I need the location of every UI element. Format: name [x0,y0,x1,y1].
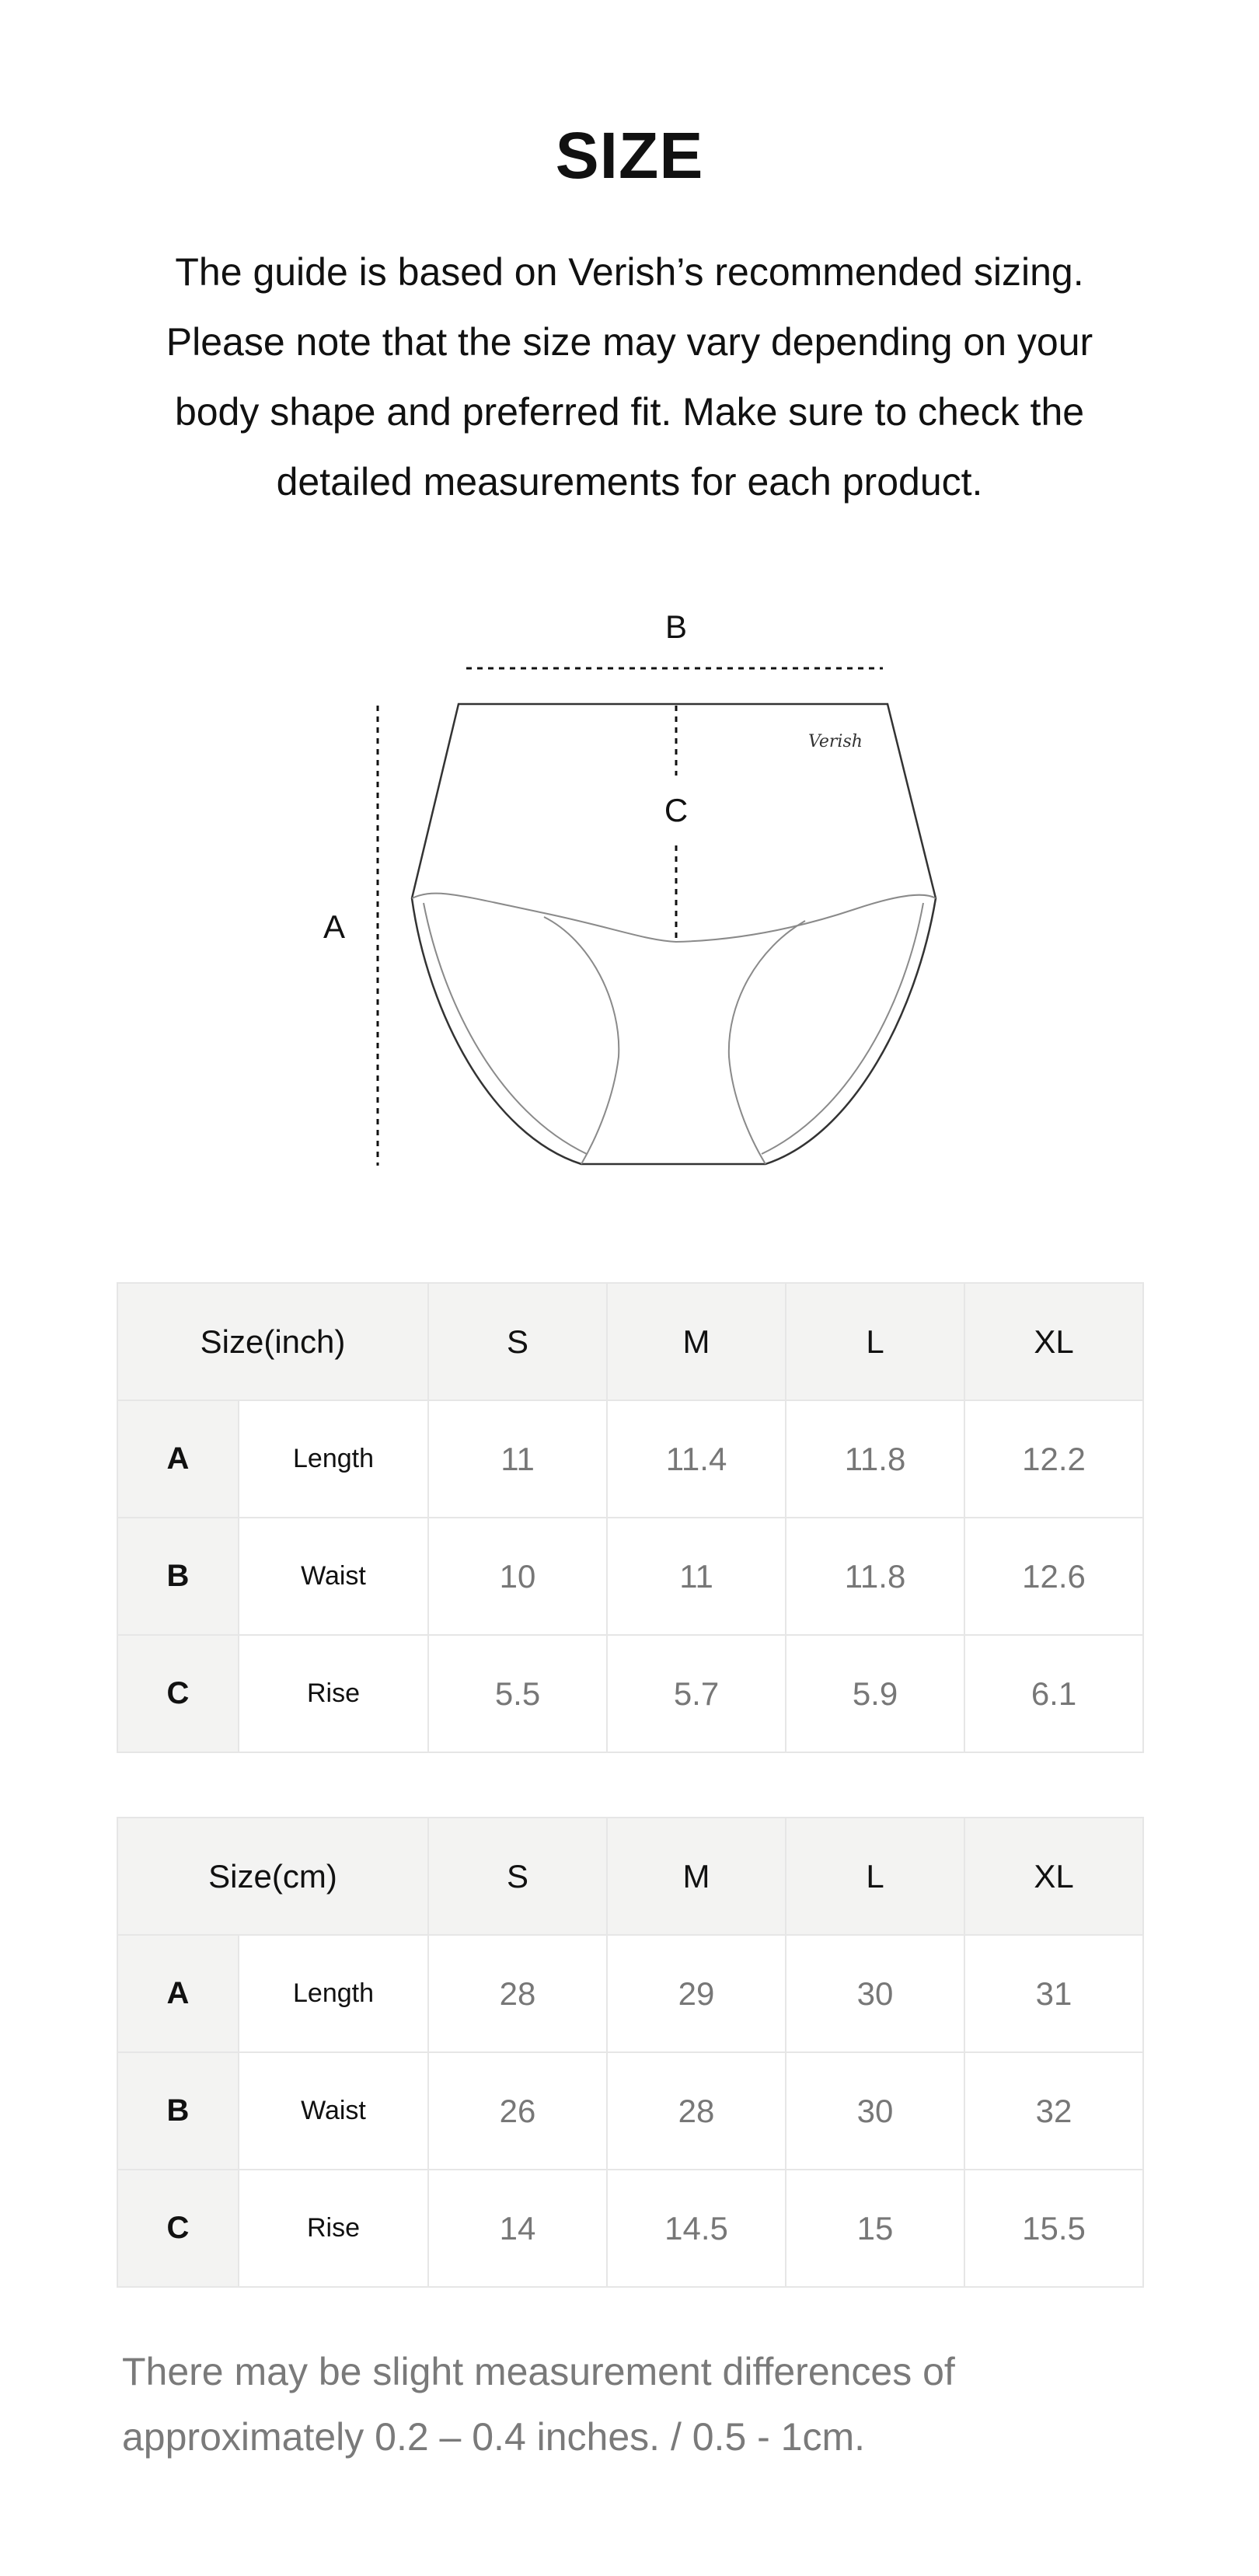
measurement-value: 12.2 [964,1400,1143,1518]
intro-text [101,237,1158,517]
measurement-value: 11 [607,1518,786,1635]
size-column-header: XL [964,1283,1143,1400]
dimension-c-label: C [664,792,689,828]
measurement-value: 32 [964,2052,1143,2170]
dimension-b-label: B [664,608,687,645]
dimension-a-label: A [323,908,345,945]
measurement-footnote [122,2339,1148,2470]
size-column-header: S [428,1818,607,1935]
garment-outline [412,704,936,1164]
measurement-name: Length [239,1400,428,1518]
size-column-header: XL [964,1818,1143,1935]
left-leg-opening [544,917,619,1164]
measurement-value: 29 [607,1935,786,2052]
measurement-value: 6.1 [964,1635,1143,1752]
measurement-value: 30 [786,1935,964,2052]
measurement-key: C [117,1635,239,1752]
table-row [117,1400,1143,1518]
intro-line: Please note that the size may vary depending on your [166,320,1093,364]
measurement-value: 5.9 [786,1635,964,1752]
measurement-key: A [117,1935,239,2052]
right-side-seam [762,903,923,1154]
size-column-header: S [428,1283,607,1400]
table-header-row [117,1283,1143,1400]
measurement-key: B [117,1518,239,1635]
intro-line: detailed measurements for each product. [276,460,983,504]
footnote-line: approximately 0.2 – 0.4 inches. / 0.5 - 1cm. [122,2415,866,2459]
measurement-value: 14.5 [607,2170,786,2287]
garment-illustration [0,598,1259,1173]
intro-line: The guide is based on Verish’s recommended sizing. [175,250,1084,294]
footnote-line: There may be slight measurement differences of [122,2350,955,2393]
table-header-row [117,1818,1143,1935]
table-row [117,1935,1143,2052]
size-column-header: L [786,1283,964,1400]
measurement-name: Waist [239,1518,428,1635]
size-diagram [0,598,1259,1173]
size-table-cm [117,1817,1144,2288]
measurement-value: 28 [607,2052,786,2170]
table-row [117,2170,1143,2287]
size-column-header: M [607,1283,786,1400]
measurement-name: Waist [239,2052,428,2170]
brand-logo: Verish [808,732,863,751]
measurement-value: 11.8 [786,1518,964,1635]
measurement-value: 30 [786,2052,964,2170]
table-row [117,2052,1143,2170]
measurement-value: 15.5 [964,2170,1143,2287]
waistband-curve [412,894,936,942]
right-leg-opening [729,921,805,1164]
measurement-name: Rise [239,1635,428,1752]
measurement-name: Rise [239,2170,428,2287]
measurement-value: 28 [428,1935,607,2052]
measurement-value: 5.7 [607,1635,786,1752]
size-column-header: M [607,1818,786,1935]
measurement-value: 11.4 [607,1400,786,1518]
size-column-header: L [786,1818,964,1935]
intro-line: body shape and preferred fit. Make sure to check the [174,390,1085,434]
table-corner-label: Size(cm) [117,1818,428,1935]
measurement-value: 15 [786,2170,964,2287]
measurement-value: 5.5 [428,1635,607,1752]
measurement-value: 26 [428,2052,607,2170]
measurement-key: C [117,2170,239,2287]
measurement-value: 11 [428,1400,607,1518]
table-row [117,1635,1143,1752]
table-row [117,1518,1143,1635]
measurement-value: 12.6 [964,1518,1143,1635]
page-title: SIZE [555,119,704,192]
measurement-name: Length [239,1935,428,2052]
measurement-value: 11.8 [786,1400,964,1518]
measurement-key: A [117,1400,239,1518]
measurement-value: 31 [964,1935,1143,2052]
measurement-value: 10 [428,1518,607,1635]
size-table-inch [117,1282,1144,1753]
table-corner-label: Size(inch) [117,1283,428,1400]
measurement-key: B [117,2052,239,2170]
left-side-seam [424,903,587,1154]
measurement-value: 14 [428,2170,607,2287]
